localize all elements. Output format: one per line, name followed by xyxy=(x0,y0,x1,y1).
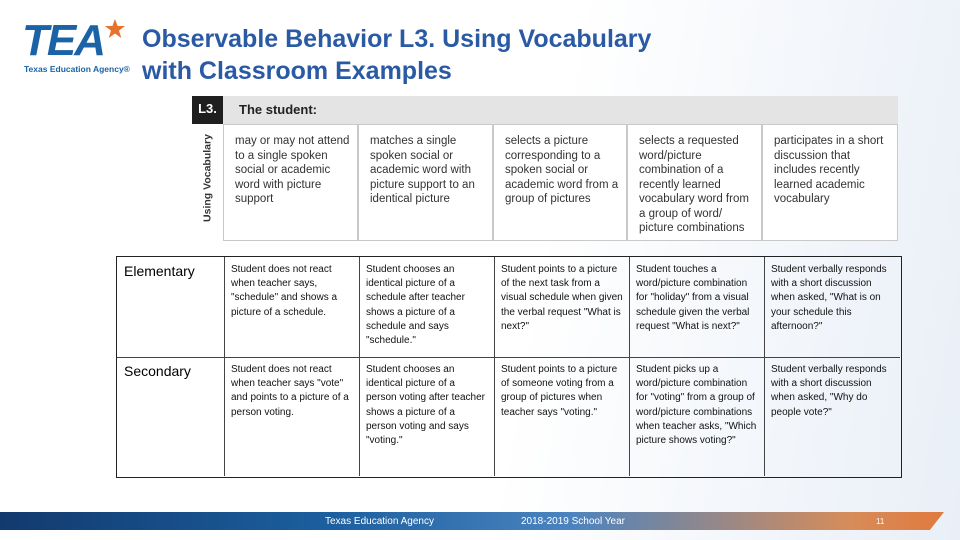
slide-title xyxy=(142,23,782,87)
rubric-heading: The student: xyxy=(223,96,898,124)
rubric-excerpt xyxy=(192,96,898,241)
rubric-side-label: Using Vocabulary xyxy=(201,134,214,222)
footer-agency: Texas Education Agency xyxy=(325,516,434,527)
row-label-elementary: Elementary xyxy=(124,263,195,279)
examples-table xyxy=(116,256,902,478)
table-cell: Student verbally responds with a short discussion when asked, "Why do people vote?" xyxy=(764,357,900,476)
rubric-code: L3. xyxy=(192,96,223,124)
row-label-secondary: Secondary xyxy=(124,363,191,379)
table-cell: Student points to a picture of someone voting from a group of pictures when teacher says "voting." xyxy=(494,357,629,476)
title-line-2: with Classroom Examples xyxy=(142,57,452,85)
table-cell: Student chooses an identical picture of a person voting after teacher shows a picture of a person voting and says "voting." xyxy=(359,357,494,476)
table-cell: Student touches a word/picture combination for "holiday" from a visual schedule given the verbal request "What is next?" xyxy=(629,257,764,357)
title-line-1: Observable Behavior L3. Using Vocabulary xyxy=(142,25,652,53)
table-cell: Student does not react when teacher says "vote" and points to a picture of a person voting. xyxy=(224,357,359,476)
table-cell: Student verbally responds with a short discussion when asked, "What is on your schedule this afternoon?" xyxy=(764,257,900,357)
rubric-level-2: matches a single spoken social or academic word with picture support to an identical picture xyxy=(358,124,493,241)
logo-wordmark: TEA xyxy=(22,16,104,65)
table-cell: Student chooses an identical picture of a schedule after teacher shows a picture of a schedule and says "schedule." xyxy=(359,257,494,357)
table-cell: Student picks up a word/picture combination for "voting" from a group of word/picture combinations when teacher asks, "Which picture shows voting?" xyxy=(629,357,764,476)
page-number: 11 xyxy=(876,517,885,526)
table-cell: Student points to a picture of the next task from a visual schedule when given the verbal request "What is next?" xyxy=(494,257,629,357)
logo-subtitle: Texas Education Agency® xyxy=(24,64,130,74)
registered-mark: ® xyxy=(123,64,130,74)
rubric-level-3: selects a picture corresponding to a spoken social or academic word from a group of pictures xyxy=(493,124,627,241)
texas-star-icon xyxy=(104,18,126,40)
tea-logo xyxy=(22,18,130,80)
footer-bar xyxy=(0,512,944,530)
rubric-level-5: participates in a short discussion that includes recently learned academic vocabulary xyxy=(762,124,898,241)
table-cell: Student does not react when teacher says, "schedule" and shows a picture of a schedule. xyxy=(224,257,359,357)
footer-year: 2018-2019 School Year xyxy=(521,516,625,527)
rubric-level-1: may or may not attend to a single spoken social or academic word with picture support xyxy=(223,124,358,241)
rubric-level-4: selects a requested word/picture combination of a recently learned vocabulary word from a group of word/ picture combinations xyxy=(627,124,762,241)
